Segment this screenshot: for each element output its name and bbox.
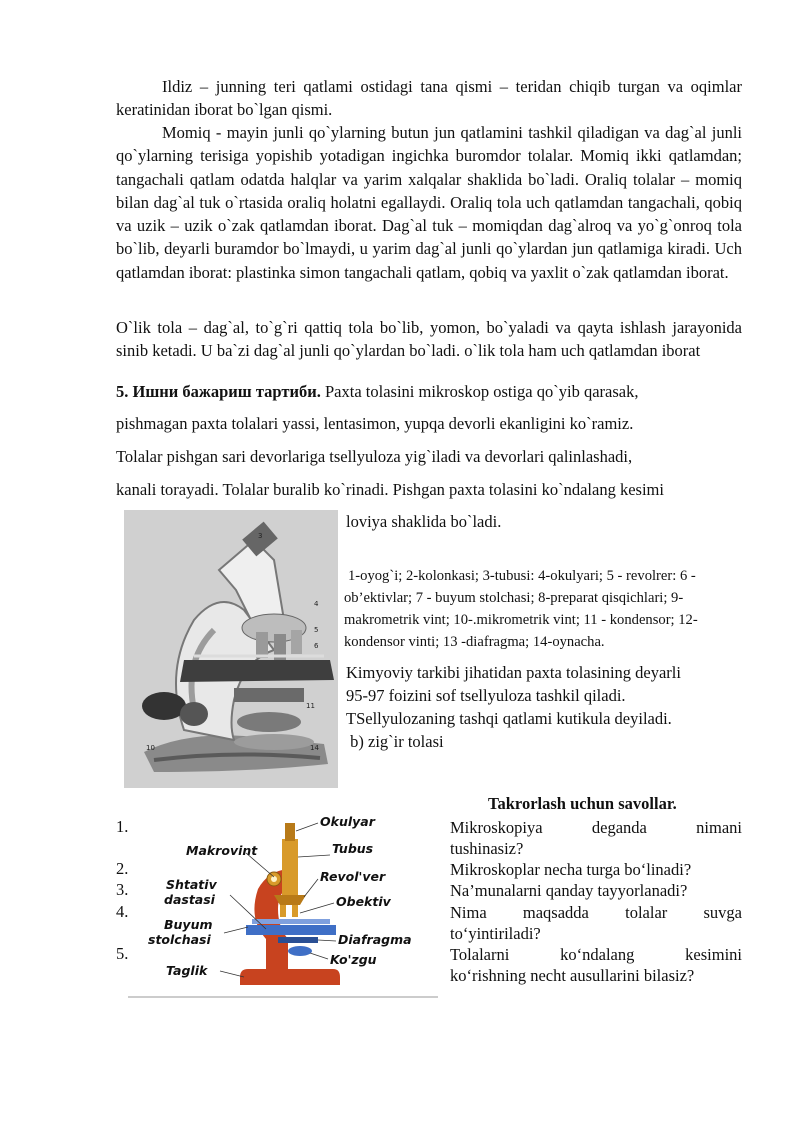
photo-label: 14 (310, 744, 319, 752)
microscope-diagram (128, 809, 438, 999)
section-5-line-1 (116, 382, 638, 402)
question-number: 3. (116, 880, 129, 899)
diagram-label-taglik: Taglik (166, 963, 208, 978)
diagram-label-okulyar: Okulyar (320, 814, 375, 829)
composition-line-4: b) zig`ir tolasi (346, 732, 444, 751)
microscope-photo (124, 510, 338, 788)
diagram-label-shtativ-dastasi: dastasi (164, 892, 215, 907)
diagram-label-buyum-stolchasi: stolchasi (148, 932, 211, 947)
question-1-line-1: Mikroskopiya deganda nimani (450, 818, 742, 837)
diagram-label-diafragma: Diafragma (338, 932, 412, 947)
paragraph-olik-tola: O`lik tola – dag`al, to`g`ri qattiq tola bo`lib, yomon, bo`yaladi va qayta ishlash jarayonida sinib ketadi. U ba`zi dag`al junli qo`ylardan bo`ladi. o`lik tola ham uch qatlamdan iborat (116, 318, 742, 361)
composition-line-3: TSellyulozaning tashqi qatlami kutikula deyiladi. (346, 709, 672, 728)
diagram-label-tubus: Tubus (332, 841, 374, 856)
paragraph-ildiz: Ildiz – junning teri qatlami ostidagi tana qismi – teridan chiqib turgan va oqimlar keratinidan iborat bo`lgan qismi. (116, 77, 742, 120)
question-2: Mikroskoplar necha turga bo‘linadi? (450, 860, 692, 879)
section-5-line-3: Tolalar pishgan sari devorlariga tsellyuloza yig`iladi va devorlari qalinlashadi, (116, 447, 633, 466)
question-number: 4. (116, 902, 129, 921)
photo-label: 6 (314, 642, 319, 650)
photo-label: 4 (314, 600, 319, 608)
section-5-line-5: loviya shaklida bo`ladi. (346, 512, 502, 531)
diagram-label-makrovint: Makrovint (186, 843, 258, 858)
photo-label: 11 (306, 702, 315, 710)
question-5-line-1: Tolalarni ko‘ndalang kesimini (450, 945, 742, 964)
composition-line-2: 95-97 foizini sof tsellyuloza tashkil qiladi. (346, 686, 626, 705)
questions-heading: Takrorlash uchun savollar. (488, 794, 677, 813)
question-number: 1. (116, 817, 129, 836)
photo-label: 3 (258, 532, 263, 540)
diagram-label-buyum: Buyum (164, 917, 213, 932)
question-number: 2. (116, 859, 129, 878)
diagram-label-shtativ: Shtativ (166, 877, 217, 892)
diagram-label-obektiv: Obektiv (336, 894, 391, 909)
section-heading: 5. Ишни бажариш тартиби. (116, 382, 321, 401)
microscope-caption: 1-oyog`i; 2-kolonkasi; 3-tubusi: 4-okulyari; 5 - revolrer: 6 - ob’ektivlar; 7 - buyum stolchasi; 8-preparat qisqichlari; 9-makrometrik vint; 10-.mikrometrik vint; 11 - kondensor; 12-kondensor vinti; 13 -diafragma; 14-oynacha. (344, 568, 698, 650)
section-5-line-4: kanali torayadi. Tolalar buralib ko`rinadi. Pishgan paxta tolasini ko`ndalang kesimi (116, 480, 664, 499)
question-1-line-2: tushinasiz? (450, 839, 524, 858)
paragraph-momiq: Momiq - mayin junli qo`ylarning butun jun qatlamini tashkil qiladigan va dag`al junli qo`ylarning terisiga yopishib yotadigan ingichka buromdor tolalar. Momiq ikki qatlamdan; tangachali qatlam odatda halqlar va yarim xalqalar shaklida bo`ladi. Oraliq tolalar – momiq bilan dag`al tuk o`rtasida oraliq holatni egallaydi. Oraliq tola uch qatlamdan tangachali, qobiq va uzik – uzik o`zak qatlamdan iborat. Dag`al tuk – momiqdan dag`alroq va yo`g`onroq tola bo`lib, deyarli buramdor bo`lmaydi, u yarim dag`al junli qo`ylardan jun qatlamiga kiradi. Uch qatlamdan iborat: plastinka simon tangachali qatlam, qobiq va yaxlit o`zak qatlamdan iborat. (116, 123, 742, 282)
section-5-line-2: pishmagan paxta tolalari yassi, lentasimon, yupqa devorli ekanligini ko`ramiz. (116, 414, 634, 433)
diagram-label-revolver: Revol'ver (320, 869, 386, 884)
composition-line-1: Kimyoviy tarkibi jihatidan paxta tolasining deyarli (346, 663, 681, 682)
photo-label: 10 (146, 744, 155, 752)
diagram-label-kozgu: Ko'zgu (330, 952, 377, 967)
question-4-line-1: Nima maqsadda tolalar suvga (450, 903, 742, 922)
question-4-line-2: to‘yintiriladi? (450, 924, 541, 943)
question-5-line-2: ko‘rishning necht ausullarini bilasiz? (450, 966, 695, 985)
photo-label: 5 (314, 626, 319, 634)
question-number: 5. (116, 944, 129, 963)
section-text: Paxta tolasini mikroskop ostiga qo`yib qarasak, (325, 382, 639, 401)
question-3: Na’munalarni qanday tayyorlanadi? (450, 881, 688, 900)
